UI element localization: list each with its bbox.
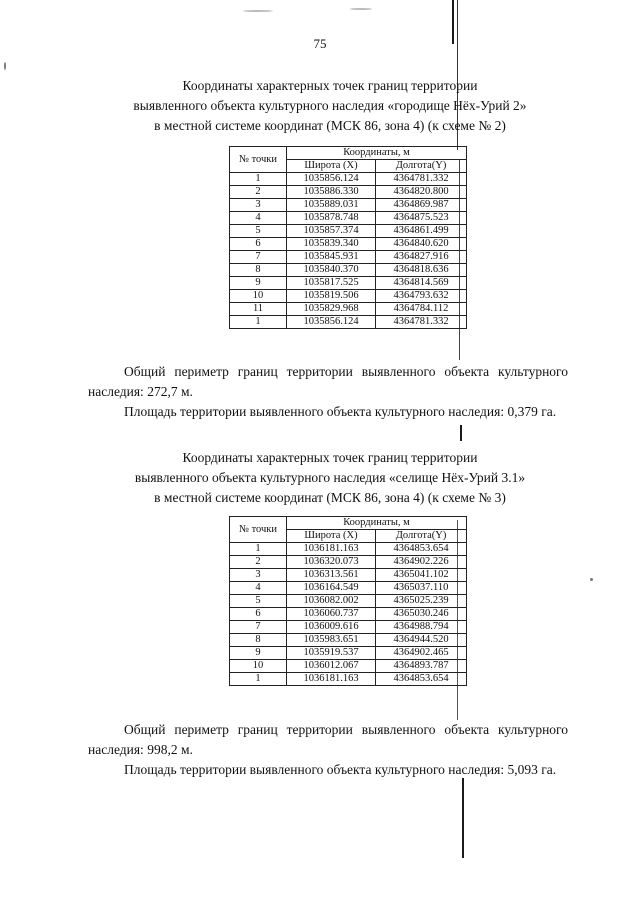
point-number-cell: 7 [230,621,287,634]
point-number-cell: 1 [230,543,287,556]
point-number-cell: 6 [230,238,287,251]
longitude-y-cell: 4364818.636 [376,264,467,277]
table-row [230,186,467,199]
table-row [230,316,467,329]
latitude-x-cell: 1036012.067 [287,660,376,673]
point-number-cell: 8 [230,634,287,647]
table-row [230,582,467,595]
longitude-y-cell: 4364861.499 [376,225,467,238]
section-2-heading [60,448,600,508]
table-row [230,660,467,673]
table-row [230,543,467,556]
point-number-cell: 3 [230,199,287,212]
header-point-number: № точки [230,517,287,543]
point-number-cell: 2 [230,556,287,569]
table-row [230,225,467,238]
section-1-heading-line-3: в местной системе координат (МСК 86, зона 4) (к схеме № 2) [154,118,506,133]
header-point-number: № точки [230,147,287,173]
scan-artifact-line [462,778,464,858]
table-row [230,303,467,316]
longitude-y-cell: 4364814.569 [376,277,467,290]
longitude-y-cell: 4364902.465 [376,647,467,660]
longitude-y-cell: 4364902.226 [376,556,467,569]
table-row [230,608,467,621]
latitude-x-cell: 1035886.330 [287,186,376,199]
latitude-x-cell: 1036313.561 [287,569,376,582]
longitude-y-cell: 4364784.112 [376,303,467,316]
section-2-summary [88,720,568,780]
point-number-cell: 6 [230,608,287,621]
longitude-y-cell: 4364840.620 [376,238,467,251]
point-number-cell: 5 [230,225,287,238]
longitude-y-cell: 4365041.102 [376,569,467,582]
section-1-heading [60,76,600,136]
latitude-x-cell: 1035817.525 [287,277,376,290]
latitude-x-cell: 1035889.031 [287,199,376,212]
point-number-cell: 4 [230,212,287,225]
scan-speck [4,62,6,70]
section-1-heading-line-1: Координаты характерных точек границ территории [182,78,478,93]
longitude-y-cell: 4365025.239 [376,595,467,608]
table-row [230,556,467,569]
table-row [230,264,467,277]
table-row [230,634,467,647]
latitude-x-cell: 1035857.374 [287,225,376,238]
section-1-area: Площадь территории выявленного объекта культурного наследия: 0,379 га. [124,404,557,419]
longitude-y-cell: 4364853.654 [376,673,467,686]
longitude-y-cell: 4364869.987 [376,199,467,212]
latitude-x-cell: 1036009.616 [287,621,376,634]
header-coordinates: Координаты, м [287,147,467,160]
section-2-area: Площадь территории выявленного объекта культурного наследия: 5,093 га. [124,762,557,777]
table-row [230,173,467,186]
section-2-heading-line-3: в местной системе координат (МСК 86, зона 4) (к схеме № 3) [154,490,506,505]
section-1-heading-line-2: выявленного объекта культурного наследия «городище Нёх-Урий 2» [133,98,527,113]
table-row [230,595,467,608]
longitude-y-cell: 4364853.654 [376,543,467,556]
table-row [230,647,467,660]
longitude-y-cell: 4364988.794 [376,621,467,634]
point-number-cell: 1 [230,673,287,686]
longitude-y-cell: 4364781.332 [376,173,467,186]
longitude-y-cell: 4364793.632 [376,290,467,303]
latitude-x-cell: 1036320.073 [287,556,376,569]
latitude-x-cell: 1036164.549 [287,582,376,595]
longitude-y-cell: 4365037.110 [376,582,467,595]
point-number-cell: 8 [230,264,287,277]
table-row [230,673,467,686]
point-number-cell: 7 [230,251,287,264]
point-number-cell: 9 [230,647,287,660]
latitude-x-cell: 1035856.124 [287,316,376,329]
table-row [230,199,467,212]
point-number-cell: 5 [230,595,287,608]
latitude-x-cell: 1036082.002 [287,595,376,608]
scan-speck [243,10,273,12]
longitude-y-cell: 4364820.800 [376,186,467,199]
section-2-heading-line-1: Координаты характерных точек границ территории [182,450,478,465]
header-longitude-y: Долгота(Y) [376,530,467,543]
latitude-x-cell: 1035983.651 [287,634,376,647]
section-1-summary [88,362,568,422]
table-row [230,212,467,225]
latitude-x-cell: 1036060.737 [287,608,376,621]
table-row [230,251,467,264]
header-coordinates: Координаты, м [287,517,467,530]
latitude-x-cell: 1036181.163 [287,543,376,556]
table-row [230,238,467,251]
latitude-x-cell: 1035856.124 [287,173,376,186]
latitude-x-cell: 1035878.748 [287,212,376,225]
point-number-cell: 2 [230,186,287,199]
table-row [230,290,467,303]
latitude-x-cell: 1035829.968 [287,303,376,316]
longitude-y-cell: 4364875.523 [376,212,467,225]
latitude-x-cell: 1035840.370 [287,264,376,277]
table-row [230,569,467,582]
longitude-y-cell: 4364781.332 [376,316,467,329]
point-number-cell: 10 [230,290,287,303]
page-number: 75 [313,36,327,51]
point-number-cell: 10 [230,660,287,673]
section-1-perimeter: Общий периметр границ территории выявленного объекта культурного наследия: 272,7 м. [88,364,568,399]
longitude-y-cell: 4364827.916 [376,251,467,264]
header-longitude-y: Долгота(Y) [376,160,467,173]
point-number-cell: 9 [230,277,287,290]
header-latitude-x: Широта (X) [287,530,376,543]
scan-artifact-line [460,425,462,441]
section-2-heading-line-2: выявленного объекта культурного наследия «селище Нёх-Урий 3.1» [134,470,526,485]
scan-speck [350,8,372,10]
latitude-x-cell: 1035819.506 [287,290,376,303]
point-number-cell: 1 [230,173,287,186]
point-number-cell: 1 [230,316,287,329]
point-number-cell: 11 [230,303,287,316]
table-row [230,621,467,634]
point-number-cell: 3 [230,569,287,582]
latitude-x-cell: 1035845.931 [287,251,376,264]
scan-speck [590,578,593,581]
longitude-y-cell: 4364893.787 [376,660,467,673]
header-latitude-x: Широта (X) [287,160,376,173]
table-body [230,543,467,686]
coordinates-table-1 [229,146,467,329]
latitude-x-cell: 1035839.340 [287,238,376,251]
point-number-cell: 4 [230,582,287,595]
section-2-perimeter: Общий периметр границ территории выявленного объекта культурного наследия: 998,2 м. [88,722,568,757]
latitude-x-cell: 1035919.537 [287,647,376,660]
table-row [230,277,467,290]
coordinates-table-2 [229,516,467,686]
latitude-x-cell: 1036181.163 [287,673,376,686]
longitude-y-cell: 4364944.520 [376,634,467,647]
longitude-y-cell: 4365030.246 [376,608,467,621]
table-body [230,173,467,329]
